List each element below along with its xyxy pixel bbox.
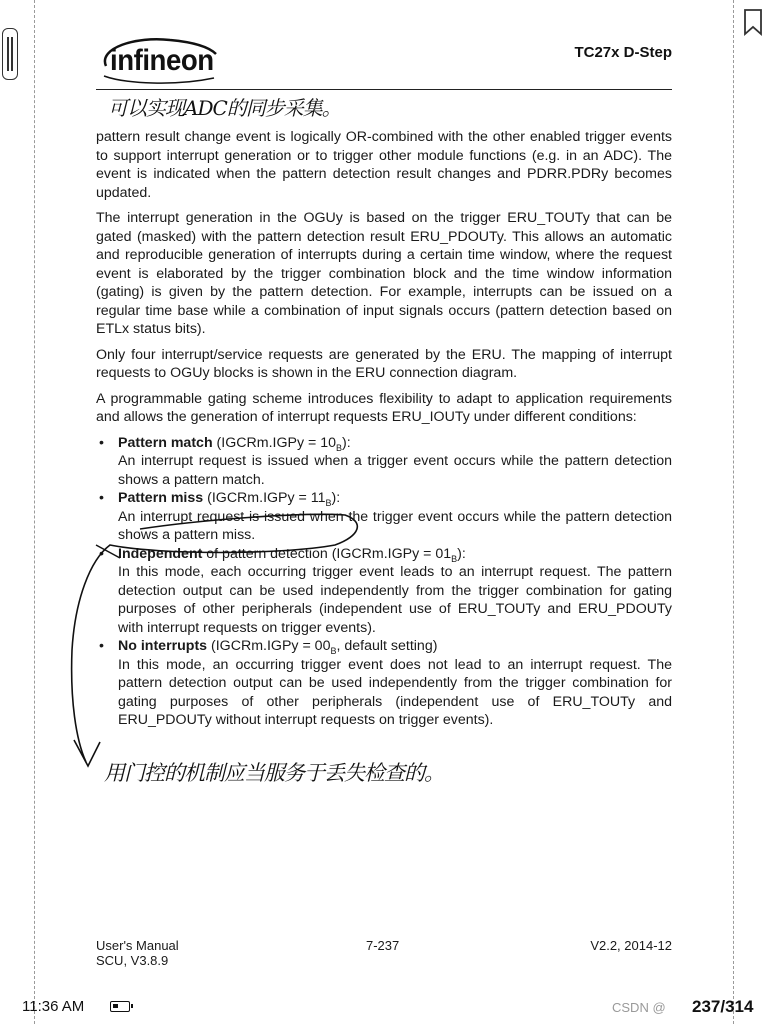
gating-modes-list — [96, 434, 672, 730]
right-margin-guide — [733, 0, 734, 1024]
footer-manual-info: User's Manual SCU, V3.8.9 — [96, 938, 179, 968]
logo-wordmark: infineon — [110, 44, 214, 77]
page-counter[interactable]: 237/314 — [692, 997, 754, 1016]
footer-doc-version: V2.2, 2014-12 — [590, 938, 672, 953]
header-divider — [96, 89, 672, 90]
status-time: 11:36 AM — [22, 998, 85, 1015]
document-title: TC27x D-Step — [574, 44, 672, 61]
footer-page-number: 7-237 — [366, 938, 400, 953]
list-item: • Pattern match (IGCRm.IGPy = $10_B$): An interrupt request is issued when a trigger event occurs while the pattern detection shows a pattern match. — [96, 434, 672, 490]
bullet-description: In this mode, each occurring trigger event leads to an interrupt request. The pattern detection output can be used independently from the trigger combination for gating purposes of other peripherals (independent use of ERU_TOUTy and ERU_PDOUTy with interrupt requests on trigger events). — [118, 564, 672, 636]
bullet-term: Pattern match — [118, 434, 213, 451]
bullet-description: An interrupt request is issued when a trigger event occurs while the pattern detection shows a pattern match. — [118, 453, 672, 488]
paragraph: Only four interrupt/service requests are generated by the ERU. The mapping of interrupt requests to OGUy blocks is shown in the ERU connection diagram. — [96, 346, 672, 381]
left-margin-guide — [34, 0, 35, 1024]
infineon-logo — [96, 36, 220, 88]
page-content — [96, 128, 672, 730]
handwritten-note-top: 可以实现ADC的同步采集。 — [108, 96, 341, 120]
drag-handle-icon[interactable] — [2, 28, 18, 80]
list-item: • Pattern miss (IGCRm.IGPy = $11_B$): An interrupt request is issued when the trigger event occurs while the pattern detection shows a pattern miss. — [96, 489, 672, 545]
bullet-term: No interrupts — [118, 638, 208, 654]
list-item: • No interrupts (IGCRm.IGPy = $00_B$, default setting) In this mode, an occurring trigger event does not lead to an interrupt request. The pattern detection output can be used independently from the trigger combination for gating purposes of other peripherals (independent use of ERU_TOUTy and ERU_PDOUTy without interrupt requests on trigger events). — [96, 637, 672, 730]
paragraph: The interrupt generation in the OGUy is based on the trigger ERU_TOUTy that can be gated (masked) with the pattern detection result ERU_PDOUTy. This allows an automatic and reproducible generation of interrupts during a certain time window, where the request event is elaborated by the trigger combination block and the time window information (gating) is given by the pattern detection. For example, interrupts can be issued on a regular time base while a combination of input signals occurs (pattern detection based on ETLx status bits). — [96, 210, 672, 337]
watermark: CSDN @ — [612, 1000, 666, 1015]
bullet-term: Pattern miss — [118, 490, 204, 506]
paragraph: A programmable gating scheme introduces flexibility to adapt to application requirements and allows the generation of interrupt requests ERU_IOUTy under different conditions: — [96, 390, 672, 425]
bullet-description: An interrupt request is issued when the trigger event occurs while the pattern detection shows a pattern miss. — [118, 508, 672, 543]
list-item: • Independent of pattern detection (IGCRm.IGPy = $01_B$): In this mode, each occurring trigger event leads to an interrupt request. The pattern detection output can be used independently from the trigger combination for gating purposes of other peripherals (independent use of ERU_TOUTy and ERU_PDOUTy with interrupt requests on trigger events). — [96, 545, 672, 638]
handwritten-note-bottom: 用门控的机制应当服务于丢失检查的。 — [104, 761, 444, 785]
bookmark-icon[interactable] — [742, 8, 764, 36]
bullet-term: Independent — [118, 545, 203, 562]
paragraph: pattern result change event is logically OR-combined with the other enabled trigger events to support interrupt generation or to trigger other module functions (e.g. in an ADC). The event is indicated when the pattern detection result changes and PDRR.PDRy becomes updated. — [96, 129, 672, 201]
battery-icon — [110, 1001, 130, 1012]
bullet-description: In this mode, an occurring trigger event does not lead to an interrupt request. The pattern detection output can be used independently from the trigger combination for gating purposes of other peripherals (independent use of ERU_TOUTy and ERU_PDOUTy without interrupt requests on trigger events). — [118, 656, 672, 728]
